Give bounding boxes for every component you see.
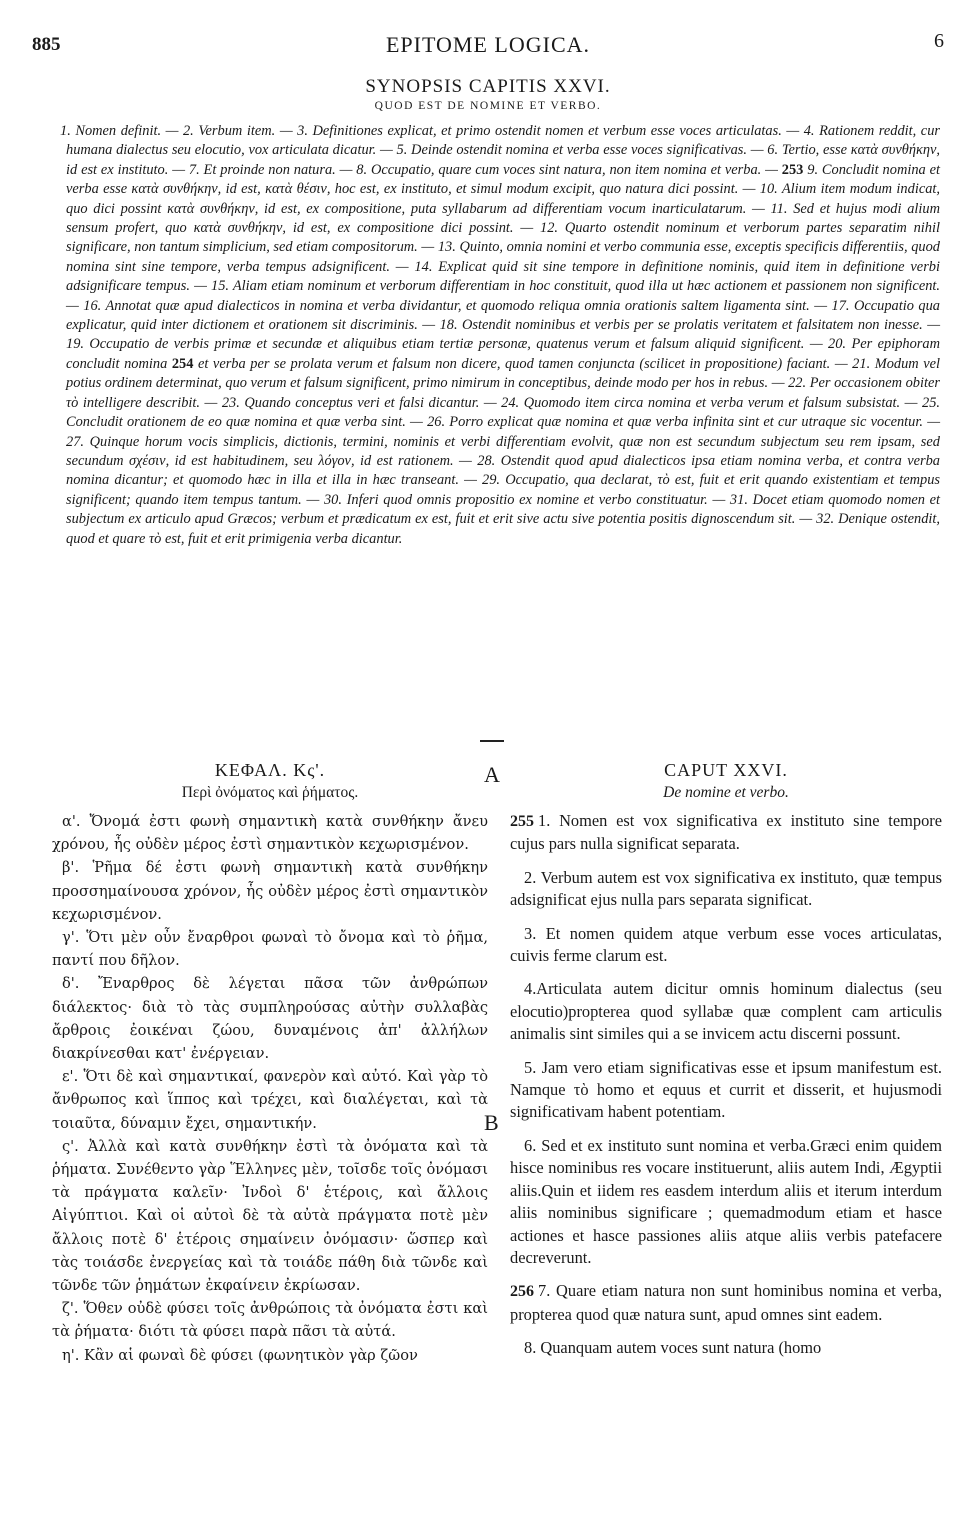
latin-paragraph-text: 7. Quare etiam natura non sunt hominibus nomina et verba, propterea quod quæ natura sunt, apud omnes sint eadem.	[510, 1281, 942, 1324]
page-number: 885	[32, 34, 61, 55]
synopsis-part-2: 9. Concludit nomina et verba esse κατὰ συνθήκην, id est, κατὰ θέσιν, hoc est, ex instituto, et simul modum excipit, quo natura dici possint. — 10. Alium item modum indicat, quo dici possint κατὰ συνθήκην, id est, ex compositione, puta syllabarum ad differentiam vocum inarticulatarum. — 11. Sed et hujus modi alium sensum profert, quo κατὰ συνθήκην, id est, ex compositione dici possint. — 12. Quarto ostendit nominum et verborum partes separatim nihil significare, non tantum simplicium, sed etiam compositorum. — 13. Quinto, omnia nomini et verbo communia esse, exceptis specificis differentiis, quod nomina sint sine tempore, verba tempus adsignificent. — 14. Explicat quid sit sine tempore in definitione nominis, quid item in definitione verbi adsignificare tempus. — 15. Aliam etiam nominum et verborum differentiam in hoc constituit, quod illa ut hæc actionem et passionem non significent. — 16. Annotat quæ apud dialecticos in nomina et verba dividantur, et quomodo reliqua omnia orationis saltem ligamenta sint. — 17. Occupatio qua explicatur, quid inter dictionem et orationem sit discriminis. — 18. Ostendit nominibus et verbis per se prolatis veritatem et falsitatem non inesse. — 19. Occupatio de verbis primæ et secundæ et aliquibus etiam tertiæ personæ, quatenus verum et falsum aliquid significent. — 20. Per epiphoram concludit nomina	[66, 161, 940, 372]
column-marker-254: 254	[171, 355, 194, 372]
section-divider	[480, 740, 504, 742]
latin-paragraph: 3. Et nomen quidem atque verbum esse voces articulatas, cuivis ferme clarum est.	[510, 923, 942, 966]
latin-column	[510, 760, 942, 1371]
greek-paragraph: ε'. Ὅτι δὲ καὶ σημαντικαί, φανερὸν καὶ αὐτό. Καὶ γὰρ τὸ ἄνθρωπος καὶ ἵππος καὶ τρέχει, καὶ διαλέγεται, καὶ τὰ τοιαῦτα, δύναμιν ἔχει, σημαντικήν.	[52, 1068, 488, 1132]
latin-paragraph: 8. Quanquam autem voces sunt natura (homo	[524, 1338, 822, 1358]
greek-chapter-title: ΚΕΦΑΛ. Κς'.	[214, 760, 326, 780]
synopsis-body	[60, 122, 940, 549]
latin-paragraph-text: 1. Nomen est vox significativa ex instituto sine tempore cujus pars nulla significat separata.	[510, 811, 942, 854]
greek-paragraph: δ'. Ἔναρθρος δὲ λέγεται πᾶσα τῶν ἀνθρώπων διάλεκτος· διὰ τὸ τὰς συμπληρούσας αὐτὴν συλλαβὰς ἄρθροις ἐοικέναι ζώου, δυναμένοις ἀπ' ἀλλήλων διακρίνεσθαι κατ' ἐνέργειαν.	[52, 975, 488, 1063]
signature-mark: 6	[934, 30, 944, 52]
column-marker-253: 253	[781, 161, 804, 178]
greek-paragraph: β'. Ῥῆμα δέ ἐστι φωνὴ σημαντικὴ κατὰ συνθήκην προσσημαίνουσα χρόνον, ἧς οὐδὲν μέρος ἐστὶ σημαντικὸν κεχωρισμένον.	[52, 859, 488, 923]
greek-chapter-subtitle: Περὶ ὀνόματος καὶ ῥήματος.	[181, 784, 359, 801]
greek-paragraph: α'. Ὄνομά ἐστι φωνὴ σημαντικὴ κατὰ συνθήκην ἄνευ χρόνου, ἧς οὐδὲν μέρος ἐστὶ σημαντικὸν κεχωρισμένον.	[52, 813, 488, 854]
latin-paragraph: 2. Verbum autem est vox significativa ex instituto, quæ tempus adsignificat ejus nulla pars separata significat.	[510, 867, 942, 910]
synopsis-subtitle: QUOD EST DE NOMINE ET VERBO.	[374, 100, 602, 112]
page-header	[30, 30, 946, 64]
synopsis-part-3: et verba per se prolata verum et falsum non dicere, quod tamen conjuncta (scilicet in propositione) faciant. — 21. Modum vel potius ordinem determinat, quo verum et falsum significent, primo nimirum in conceptibus, deinde modo per hos in rebus. — 22. Per occasionem obiter τὸ intelligere describit. — 23. Quando conceptus veri et falsi dicantur. — 24. Quomodo item circa nomina et verba verum et falsum subsistat. — 25. Concludit orationem de eo quæ nomina et quæ verba sint. — 26. Porro explicat quæ nomina et quæ verba infinita sint et cur utraque sic vocentur. — 27. Quinque horum vocis simplicis, dictionis, termini, nominis et verbi differentiam evolvit, quæ non est secundum subjectum seu rem ipsam, sed secundum σχέσιν, id est habitudinem, seu λόγον, id est rationem. — 28. Ostendit quod apud dialecticos ipsa etiam nomina verba, et contra verba nomina dicantur; et quomodo hæc in illa et illa in hæc transeant. — 29. Occupatio, qua declarat, τὸ est, fuit et erit quando existentiam et tempus significent; quando item tempus tantum. — 30. Inferi quod omnis propositio ex nomine et verbo constituatur. — 31. Docet etiam quomodo nomen et subjectum ex articulo apud Græcos; verbum et prædicatum ex est, fuit et erit sive actu sive potentia positis dignoscendum sit. — 32. Denique ostendit, quod et quare τὸ est, fuit et erit primigenia verba dicantur.	[66, 355, 940, 547]
greek-paragraph: ς'. Ἀλλὰ καὶ κατὰ συνθήκην ἐστὶ τὰ ὀνόματα καὶ τὰ ῥήματα. Συνέθεντο γὰρ Ἕλληνες μὲν, τοῖσδε τοῖς ὀνόμασι τὰ πράγματα καλεῖν· Ἰνδοὶ δ' ἑτέροις, καὶ ἄλλοις Αἰγύπτιοι. Καὶ οἱ αὐτοὶ δὲ τὰ αὐτὰ πράγματα ποτὲ μὲν ἄλλοις ποτὲ δ' ἑτέροις σημαίνειν ὀνόμασιν· ὥσπερ καὶ τὰς τοιάσδε ἐνεργείας καὶ τὰ τοιάδε πάθη διὰ τῶνδε καὶ τῶνδε τῶν ῥημάτων ἐκφαίνειν ἐκρίωσαν.	[52, 1137, 488, 1295]
latin-paragraph	[510, 1280, 942, 1326]
latin-paragraph: 5. Jam vero etiam significativas esse et ipsum manifestum est. Namque τὸ homo et equus et currit et disserit, et hujusmodi significativam habent potentiam.	[510, 1057, 942, 1122]
synopsis-title: SYNOPSIS CAPITIS XXVI.	[365, 76, 611, 97]
greek-paragraph: ζ'. Ὅθεν οὐδὲ φύσει τοῖς ἀνθρώποις τὰ ὀνόματα ἐστι καὶ τὰ ῥήματα· διότι τὰ φύσει παρὰ πᾶσι τὰ αὐτά.	[52, 1300, 488, 1341]
column-marker-255: 255	[510, 813, 534, 830]
latin-chapter-subtitle: De nomine et verbo.	[663, 784, 789, 801]
latin-paragraph	[510, 810, 942, 856]
synopsis-part-1: 1. Nomen definit. — 2. Verbum item. — 3. Definitiones explicat, et primo ostendit nomen et verbum esse voces articulatas. — 4. Rationem reddit, cur humana dialectus seu elocutio, vox articulata dicatur. — 5. Deinde ostendit nomina et verba esse voces significativas. — 6. Tertio, esse κατὰ συνθήκην, id est ex instituto. — 7. Et proinde non natura. — 8. Occupatio, quare cum voces sint natura, non item nomina et verba. —	[60, 123, 940, 178]
greek-column	[52, 760, 488, 1367]
latin-paragraph: 6. Sed et ex instituto sunt nomina et verba.Græci enim quidem hisce nominibus res vocare instituerunt, aliis autem Indi, Ægyptii aliis.Quin et iidem res easdem interdum aliis et iterum interdum aliis nominibus significare ; quemadmodum etiam et hasce actiones et hasce passiones aliis atque aliis verbis patefacere decreverunt.	[510, 1135, 942, 1267]
margin-letter-a: A	[484, 762, 500, 787]
greek-paragraph: η'. Κἂν αἱ φωναὶ δὲ φύσει (φωνητικὸν γὰρ ζῶον	[62, 1346, 418, 1364]
greek-paragraph: γ'. Ὅτι μὲν οὖν ἔναρθροι φωναὶ τὸ ὄνομα καὶ τὸ ῥῆμα, παντί που δῆλον.	[52, 929, 488, 970]
latin-chapter-title: CAPUT XXVI.	[664, 760, 788, 780]
latin-paragraph: 4.Articulata autem dicitur omnis hominum dialectus (seu elocutio)propterea quod syllabæ quæ complent cam articulis animalis sint similes qui a se invicem actu discerni possunt.	[510, 979, 942, 1044]
running-title: EPITOME LOGICA.	[385, 32, 591, 57]
margin-letter-b: B	[484, 1110, 499, 1135]
column-marker-256: 256	[510, 1283, 534, 1301]
